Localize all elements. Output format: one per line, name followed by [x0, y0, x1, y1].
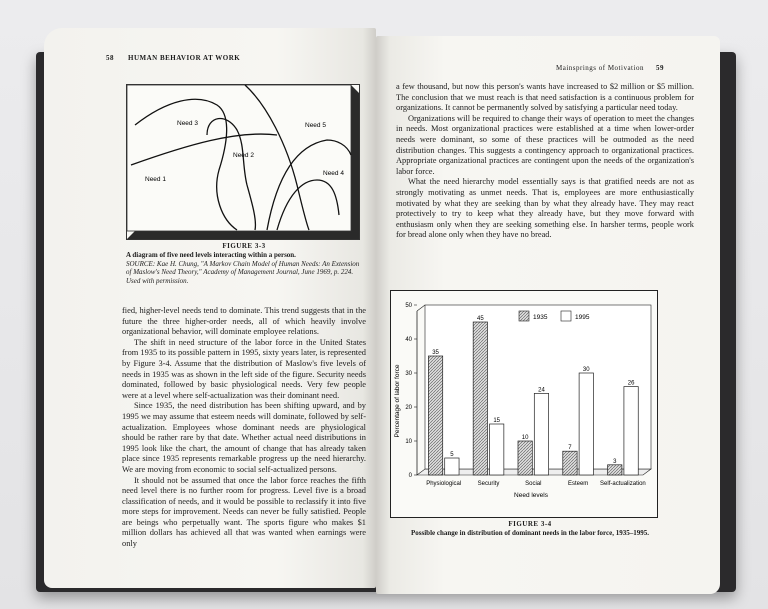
bar-1995-self-actualization: [624, 387, 638, 475]
legend-swatch-1995: [561, 311, 571, 321]
left-body-text: [122, 306, 366, 550]
x-tick-label-esteem: Esteem: [567, 481, 589, 487]
bar-1935-physiological: [428, 356, 442, 475]
left-paragraph-3: Since 1935, the need distribution has been shifting upward, and by 1995 we may assume that esteem needs will dominate, followed by self-actualization. Employees whose dominant needs are physiological should be rather rare by that date. Whether actual need distributions in 1995 look like the chart, the amount of change that has already taken place since 1935 represents remarkable progress up the need hierarchy. We are moving from economic to social self-actualized persons.: [122, 401, 366, 474]
bar-1995-esteem: [579, 373, 593, 475]
data-label-1935-security: 45: [477, 316, 484, 322]
y-axis-top-edge: [417, 305, 425, 311]
right-page-number: 59: [656, 64, 664, 72]
x-tick-label-security: Security: [477, 481, 500, 487]
y-tick-label: 30: [405, 371, 412, 377]
left-paragraph-2: The shift in need structure of the labor force in the United States from 1935 to its possible pattern in 1995, sixty years later, is represented by Figure 3-4. Assume that the distribution of Maslow's five levels of needs in 1935 was as shown in the left side of the figure. Security needs dominated, followed by basic physiological needs. Very few people were at a level where self-actualization was their dominant need.: [122, 337, 366, 400]
data-label-1935-self-actualization: 3: [613, 458, 617, 465]
left-paragraph-1: fied, higher-level needs tend to dominate. This trend suggests that in the future the three higher-order needs, all of which heavily involve organizational behavior, will dominate employee relations.: [122, 306, 366, 337]
x-tick-label-physiological: Physiological: [426, 481, 462, 487]
x-tick-label-self-actualization: Self-actualization: [600, 481, 646, 487]
figure-3-4-caption-block: [390, 520, 670, 538]
figure-3-3-number: FIGURE 3-3: [222, 242, 266, 250]
data-label-1935-physiological: 35: [432, 350, 439, 356]
left-paragraph-4: It should not be assumed that once the labor force reaches the fifth need level there is no further room for progress. Level five is a broad classification of needs, and it would be possible to reclassify it into five more steps for improvement. Needs can never be fully satisfied. People are beings who perpetually want. The sports figure who makes $1 million dollars has achieved all that was wanted when earnings were only: [122, 475, 366, 549]
y-tick-label: 10: [405, 439, 412, 445]
bar-chart-svg: [391, 291, 657, 517]
bar-1995-security: [490, 424, 504, 475]
x-tick-label-social: Social: [525, 481, 542, 487]
left-page: [44, 28, 376, 588]
y-axis-label: Percentage of labor force: [394, 364, 401, 438]
figure-3-3-diagram: [126, 84, 360, 240]
legend-label-1935: 1935: [533, 314, 548, 321]
data-label-1995-self-actualization: 26: [627, 380, 635, 387]
right-page: [376, 36, 720, 594]
figure-3-4-chart: [390, 290, 658, 518]
bar-1995-physiological: [445, 458, 459, 475]
figure-3-4-number: FIGURE 3-4: [508, 520, 552, 528]
data-label-1995-esteem: 30: [582, 367, 590, 373]
y-tick-label: 20: [405, 405, 412, 411]
left-page-number: 58: [106, 54, 114, 62]
figure-3-3-caption: A diagram of five need levels interacting within a person.: [126, 250, 296, 259]
y-tick-label: 0: [408, 473, 412, 479]
right-body-text: [396, 82, 694, 241]
bar-1935-social: [518, 441, 532, 475]
y-tick-label: 40: [405, 337, 412, 343]
legend-label-1995: 1995: [575, 314, 590, 321]
right-paragraph-1: a few thousand, but now this person's wants have increased to $2 million or $5 million. The conclusion that we must reach is that need satisfaction is a continuous problem for organizations. It cannot be permanently solved by satisfying a particular need today.: [396, 82, 694, 113]
bar-1935-esteem: [563, 451, 577, 475]
diagram-side-shadow: [351, 85, 359, 239]
need-3-label: Need 3: [177, 120, 198, 127]
figure-3-4-caption: Possible change in distribution of dominant needs in the labor force, 1935–1995.: [411, 528, 649, 537]
figure-3-3-caption-block: [126, 242, 362, 286]
bar-1995-social: [534, 393, 548, 475]
data-label-1995-security: 15: [493, 418, 501, 424]
right-running-head: Mainsprings of Motivation: [556, 64, 644, 72]
right-paragraph-3: What the need hierarchy model essentially says is that gratified needs are not as strongly motivating as unmet needs. That is, employees are more enthusiastically motivated by what they are seeking than by what they already have. They may react protectively to try to keep what they already have, but they move forward with enthusiasm only when they are seeking something else. In harsher terms, people work for bread alone only when they have no bread.: [396, 177, 694, 240]
right-paragraph-2: Organizations will be required to change their ways of operation to meet the changes in needs. Most organizational practices were established at a time when lower-order needs were dominant, so some of these practices will be outmoded as the need distribution changes. This suggests a contingency approach to organizational practices. Appropriate organizational practices are contingent upon the needs of the organization's labor force.: [396, 113, 694, 176]
y-tick-label: 50: [405, 303, 412, 309]
data-label-1935-social: 10: [521, 435, 529, 441]
data-label-1935-esteem: 7: [568, 445, 572, 452]
need-4-label: Need 4: [323, 170, 344, 177]
need-1-label: Need 1: [145, 176, 166, 183]
data-label-1995-physiological: 5: [450, 452, 454, 458]
plot-area: [405, 303, 651, 487]
left-running-head: HUMAN BEHAVIOR AT WORK: [128, 54, 241, 62]
need-curves-svg: [127, 85, 359, 239]
data-label-1995-social: 24: [538, 387, 545, 394]
need-2-label: Need 2: [233, 152, 254, 159]
need-5-label: Need 5: [305, 122, 326, 129]
figure-3-3-source: SOURCE: Kae H. Chung, "A Markov Chain Model of Human Needs: An Extension of Maslow's Need Theory," Academy of Management Journal, June 1969, p. 224. Used with permission.: [126, 259, 360, 286]
bar-1935-self-actualization: [608, 465, 622, 475]
diagram-base-shadow: [127, 231, 359, 239]
bar-1935-security: [473, 322, 487, 475]
legend-swatch-1935: [519, 311, 529, 321]
x-axis-label: Need levels: [514, 492, 548, 499]
